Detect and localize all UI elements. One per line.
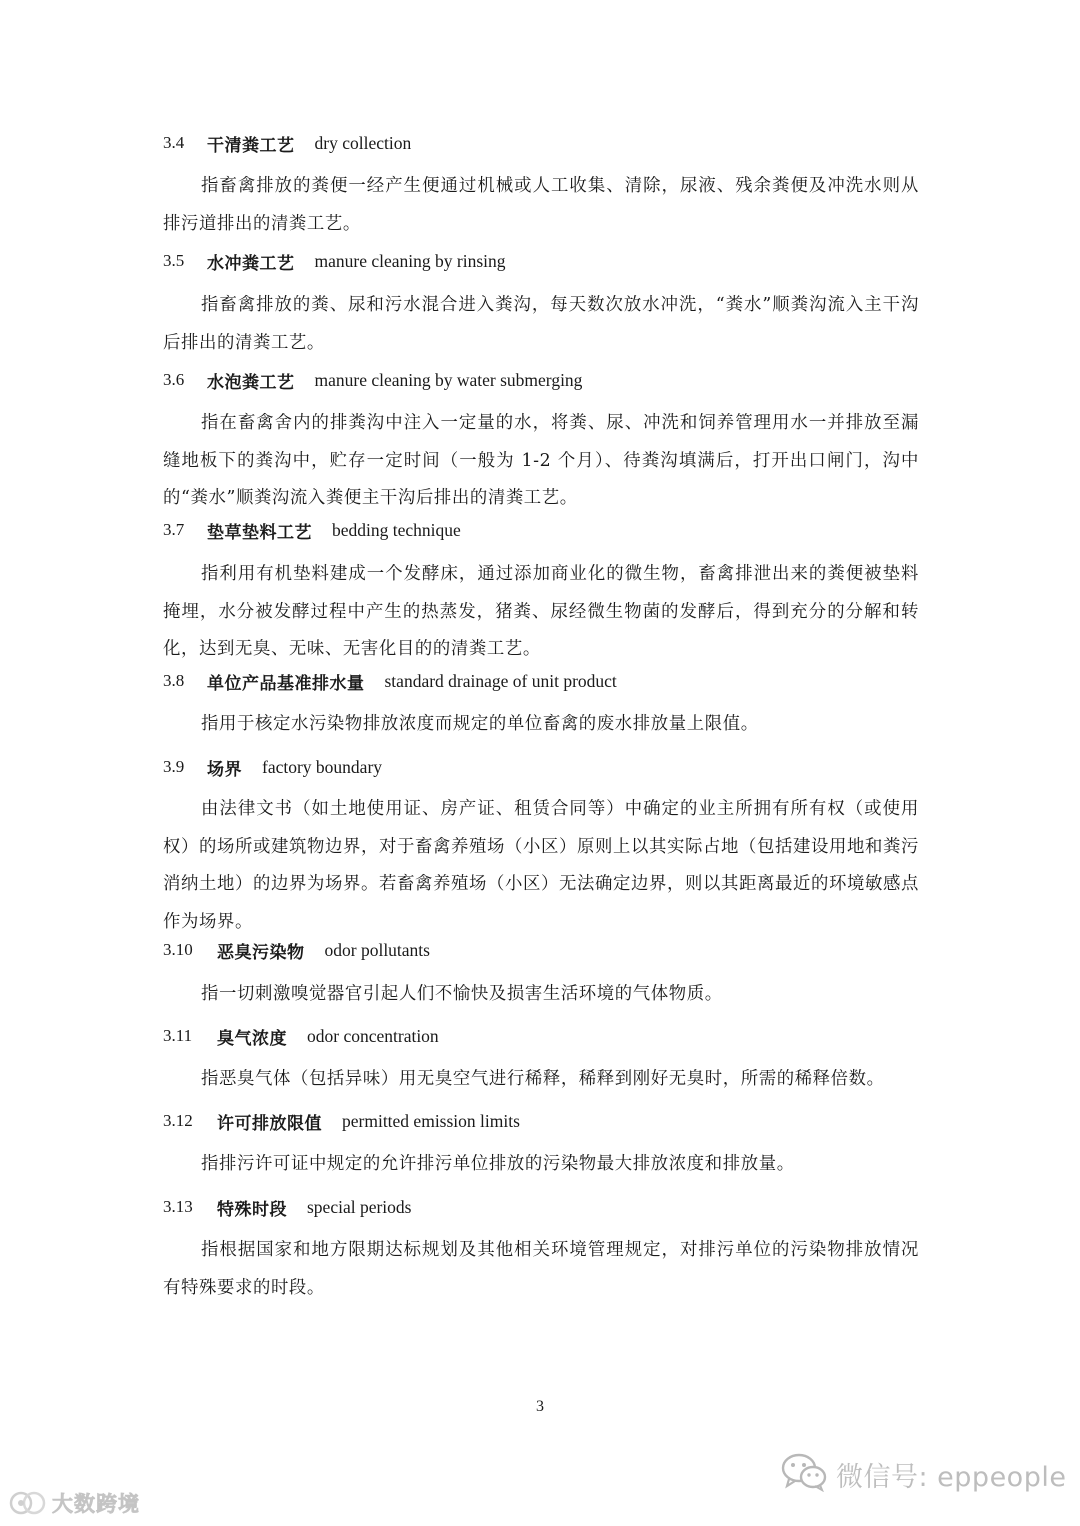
watermark-right bbox=[780, 1448, 1066, 1500]
section-title-en: factory boundary bbox=[262, 756, 383, 777]
section-title-zh: 垫草垫料工艺 bbox=[207, 522, 312, 543]
section-number: 3.12 bbox=[163, 1111, 193, 1130]
section-title-zh: 许可排放限值 bbox=[217, 1113, 322, 1134]
section-body: 指一切刺激嗅觉器官引起人们不愉快及损害生活环境的气体物质。 bbox=[201, 984, 723, 1004]
section-number: 3.13 bbox=[163, 1197, 193, 1216]
section-title-zh: 水冲粪工艺 bbox=[207, 253, 295, 274]
section-heading bbox=[163, 1107, 520, 1135]
page-number: 3 bbox=[536, 1398, 544, 1415]
section-number: 3.10 bbox=[163, 940, 193, 959]
section-title-en: special periods bbox=[307, 1196, 412, 1217]
wechat-icon bbox=[780, 1452, 828, 1496]
watermark-left-text: 大数跨境 bbox=[52, 1492, 140, 1516]
section-body: 指畜禽排放的粪便一经产生便通过机械或人工收集、清除，尿液、残余粪便及冲洗水则从排污道排出的清粪工艺。 bbox=[163, 176, 919, 234]
section-number: 3.5 bbox=[163, 251, 185, 270]
section-body: 指在畜禽舍内的排粪沟中注入一定量的水，将粪、尿、冲洗和饲养管理用水一并排放至漏缝地板下的粪沟中，贮存一定时间（一般为 1-2 个月）、待粪沟填满后，打开出口闸门，沟中的“粪水”顺粪沟流入粪便主干沟后排出的清粪工艺。 bbox=[163, 413, 919, 508]
section-title-en: odor pollutants bbox=[324, 939, 430, 960]
section-number: 3.9 bbox=[163, 757, 185, 776]
section-number: 3.4 bbox=[163, 133, 185, 152]
section-title-en: standard drainage of unit product bbox=[384, 670, 617, 691]
section-title-zh: 特殊时段 bbox=[217, 1199, 287, 1220]
section-body: 指畜禽排放的粪、尿和污水混合进入粪沟，每天数次放水冲洗，“粪水”顺粪沟流入主干沟后排出的清粪工艺。 bbox=[163, 295, 919, 353]
section-title-zh: 恶臭污染物 bbox=[217, 942, 305, 963]
section-heading bbox=[163, 936, 430, 964]
section-title-en: manure cleaning by rinsing bbox=[314, 250, 506, 271]
section-title-en: manure cleaning by water submerging bbox=[314, 369, 583, 390]
section-title-zh: 单位产品基准排水量 bbox=[207, 673, 365, 694]
section-body: 指用于核定水污染物排放浓度而规定的单位畜禽的废水排放量上限值。 bbox=[201, 714, 759, 734]
section-title-en: dry collection bbox=[314, 132, 412, 153]
section-heading bbox=[163, 1022, 439, 1050]
section-title-en: odor concentration bbox=[307, 1025, 439, 1046]
section-number: 3.11 bbox=[163, 1026, 193, 1045]
section-heading bbox=[163, 516, 461, 544]
section-number: 3.8 bbox=[163, 671, 185, 690]
section-body: 指根据国家和地方限期达标规划及其他相关环境管理规定，对排污单位的污染物排放情况有特殊要求的时段。 bbox=[163, 1240, 919, 1298]
section-title-zh: 臭气浓度 bbox=[217, 1028, 287, 1049]
section-heading bbox=[163, 1193, 411, 1221]
section-body: 指恶臭气体（包括异味）用无臭空气进行稀释，稀释到刚好无臭时，所需的稀释倍数。 bbox=[201, 1069, 885, 1089]
section-number: 3.6 bbox=[163, 370, 185, 389]
section-title-zh: 场界 bbox=[207, 759, 242, 780]
section-heading bbox=[163, 667, 617, 695]
section-title-zh: 干清粪工艺 bbox=[207, 135, 295, 156]
watermark-left bbox=[8, 1488, 140, 1518]
section-number: 3.7 bbox=[163, 520, 185, 539]
section-heading bbox=[163, 366, 582, 394]
section-body: 由法律文书（如土地使用证、房产证、租赁合同等）中确定的业主所拥有所有权（或使用权）的场所或建筑物边界，对于畜禽养殖场（小区）原则上以其实际占地（包括建设用地和粪污消纳土地）的边界为场界。若畜禽养殖场（小区）无法确定边界，则以其距离最近的环境敏感点作为场界。 bbox=[163, 799, 919, 932]
section-heading bbox=[163, 753, 382, 781]
section-title-zh: 水泡粪工艺 bbox=[207, 372, 295, 393]
section-body: 指排污许可证中规定的允许排污单位排放的污染物最大排放浓度和排放量。 bbox=[201, 1154, 795, 1174]
section-heading bbox=[163, 129, 411, 157]
section-title-en: bedding technique bbox=[332, 519, 461, 540]
section-title-en: permitted emission limits bbox=[342, 1110, 520, 1131]
section-heading bbox=[163, 247, 506, 275]
section-body: 指利用有机垫料建成一个发酵床，通过添加商业化的微生物，畜禽排泄出来的粪便被垫料掩埋，水分被发酵过程中产生的热蒸发，猪粪、尿经微生物菌的发酵后，得到充分的分解和转化，达到无臭、无味、无害化目的的清粪工艺。 bbox=[163, 564, 919, 659]
watermark-right-text: 微信号: eppeople bbox=[836, 1461, 1067, 1493]
logo-mark-icon bbox=[8, 1489, 48, 1517]
